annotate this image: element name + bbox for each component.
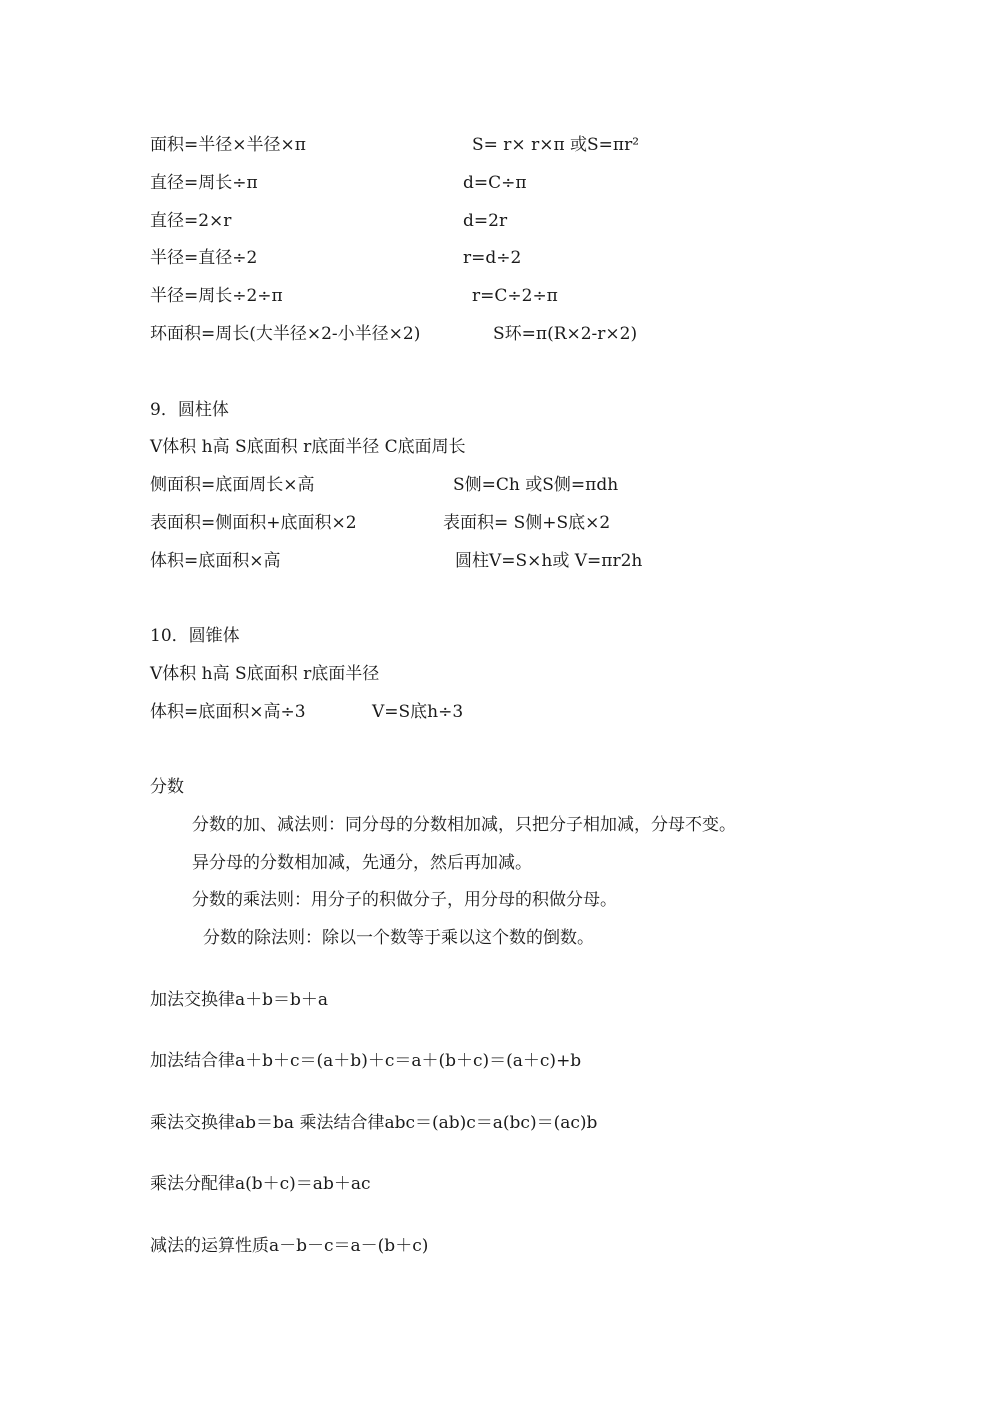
law-line: 乘法分配律a(b＋c)＝ab＋ac — [150, 1174, 371, 1194]
cone-formula-symbol: V=S底h÷3 — [372, 702, 464, 722]
cylinder-formula-symbol: 圆柱V=S×h或 V=πr2h — [455, 551, 643, 571]
circle-formula-word: 半径=直径÷2 — [150, 248, 258, 268]
circle-formula-word: 直径=2×r — [150, 211, 232, 231]
circle-formula-symbol: S环=π(R×2-r×2) — [493, 324, 638, 344]
circle-formula-word: 面积=半径×半径×π — [150, 135, 306, 155]
cone-legend: V体积 h高 S底面积 r底面半径 — [150, 664, 380, 684]
section-heading-cone: 10．圆锥体 — [150, 626, 240, 646]
law-line: 加法交换律a＋b＝b＋a — [150, 990, 329, 1010]
circle-formula-symbol: S= r× r×π 或S=πr² — [472, 135, 640, 155]
circle-formula-symbol: d=C÷π — [463, 173, 527, 193]
cone-formula-word: 体积=底面积×高÷3 — [150, 702, 306, 722]
circle-formula-word: 环面积=周长(大半径×2-小半径×2) — [150, 324, 421, 344]
cylinder-formula-word: 体积=底面积×高 — [150, 551, 281, 571]
cylinder-formula-word: 表面积=侧面积+底面积×2 — [150, 513, 357, 533]
fraction-rule: 分数的加、减法则：同分母的分数相加减，只把分子相加减，分母不变。 — [192, 815, 736, 835]
cylinder-formula-symbol: 表面积= S侧+S底×2 — [443, 513, 611, 533]
circle-formula-word: 半径=周长÷2÷π — [150, 286, 283, 306]
fraction-rule: 分数的除法则：除以一个数等于乘以这个数的倒数。 — [203, 928, 594, 948]
circle-formula-symbol: d=2r — [463, 211, 508, 231]
fraction-rule: 异分母的分数相加减，先通分，然后再加减。 — [192, 853, 532, 873]
law-line: 减法的运算性质a－b－c＝a－(b＋c) — [150, 1236, 429, 1256]
circle-formula-symbol: r=d÷2 — [463, 248, 522, 268]
section-heading-cylinder: 9．圆柱体 — [150, 400, 229, 420]
section-heading-fractions: 分数 — [150, 777, 184, 797]
fraction-rule: 分数的乘法则：用分子的积做分子，用分母的积做分母。 — [192, 890, 617, 910]
cylinder-legend: V体积 h高 S底面积 r底面半径 C底面周长 — [150, 437, 466, 457]
law-line: 加法结合律a＋b＋c＝(a＋b)＋c＝a＋(b＋c)＝(a＋c)+b — [150, 1051, 582, 1071]
cylinder-formula-symbol: S侧=Ch 或S侧=πdh — [453, 475, 619, 495]
law-line: 乘法交换律ab＝ba 乘法结合律abc＝(ab)c＝a(bc)＝(ac)b — [150, 1113, 598, 1133]
circle-formula-symbol: r=C÷2÷π — [472, 286, 558, 306]
circle-formula-word: 直径=周长÷π — [150, 173, 258, 193]
cylinder-formula-word: 侧面积=底面周长×高 — [150, 475, 315, 495]
